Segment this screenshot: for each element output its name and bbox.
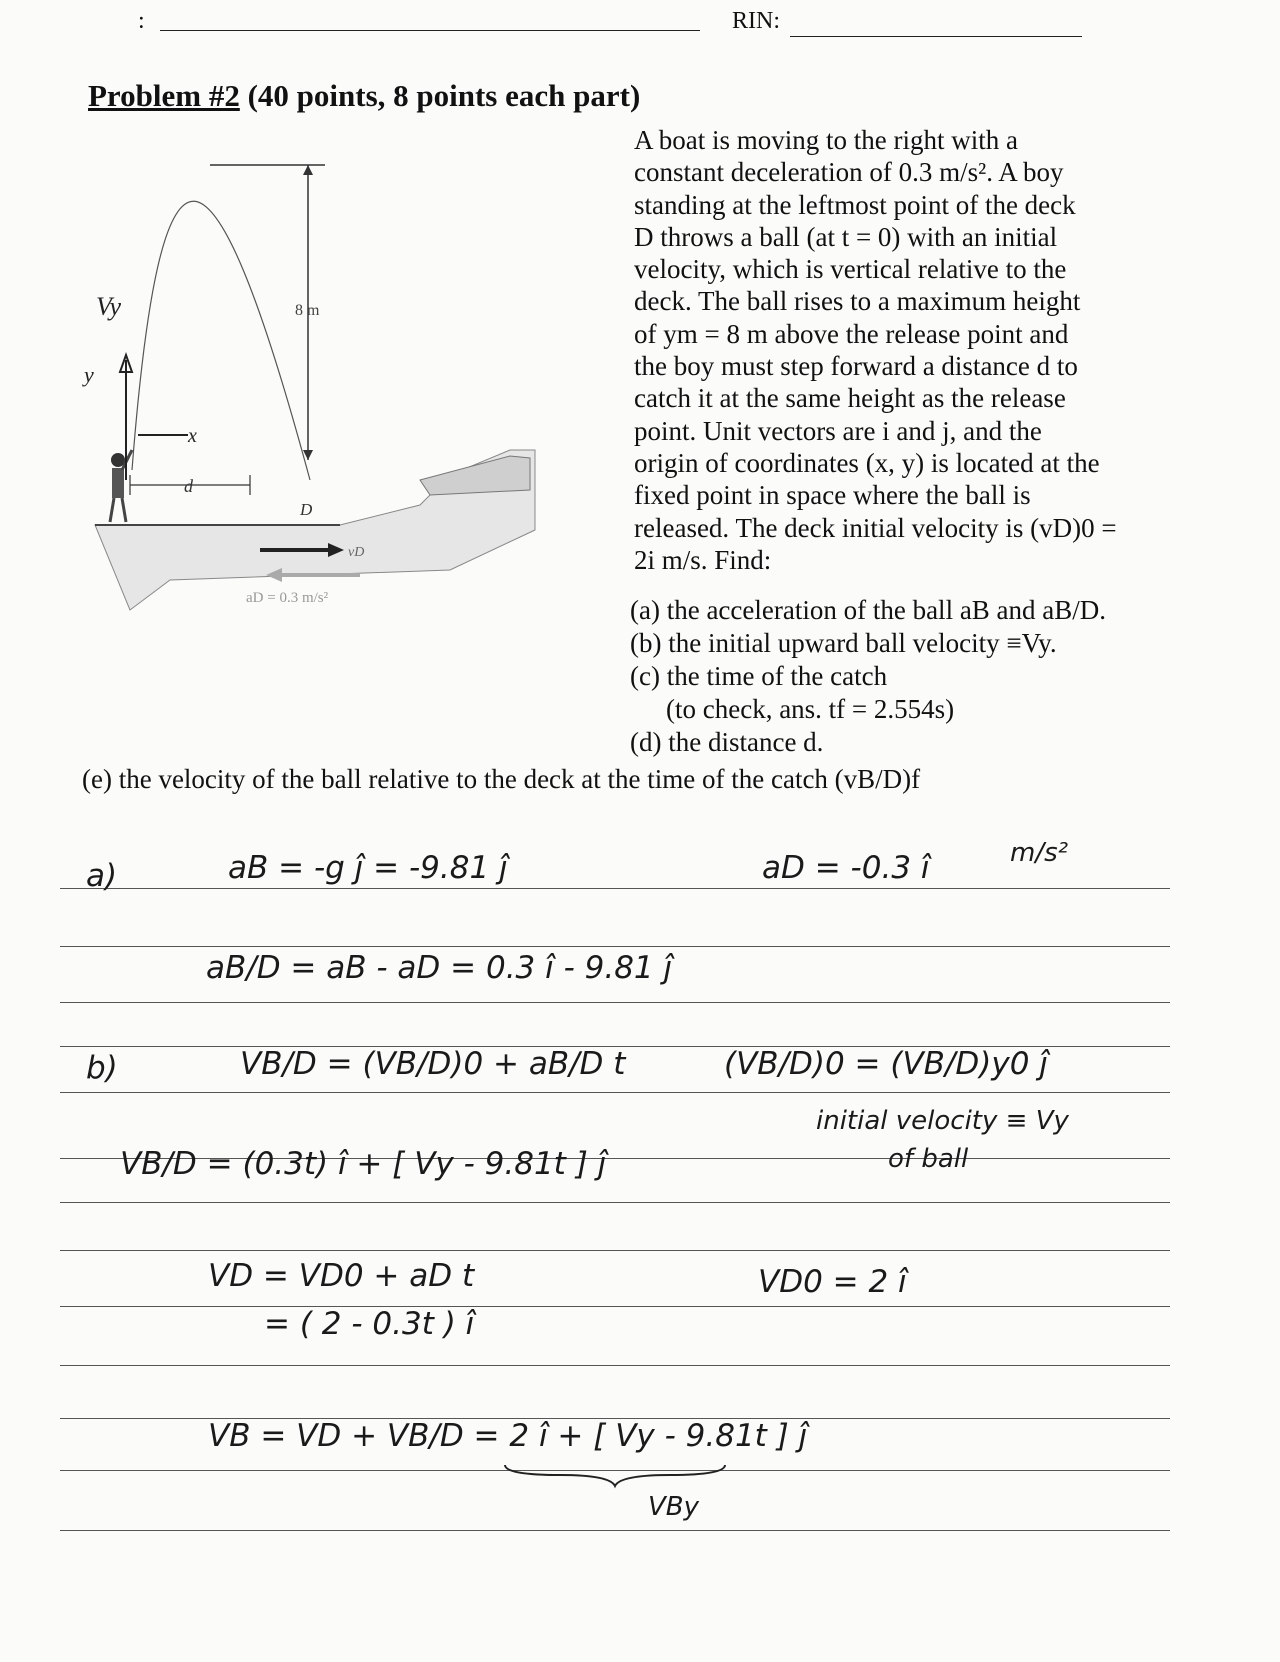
name-label: : [138, 8, 145, 34]
statement-line: constant deceleration of 0.3 m/s². A boy [634, 157, 1064, 188]
hw-vd-eq2: VD0 = 2 î [758, 1264, 907, 1300]
rule-line [60, 1002, 1170, 1003]
hw-vd-eq1b: = ( 2 - 0.3t ) î [264, 1306, 475, 1342]
hw-b-eq2: (VB/D)0 = (VB/D)y0 ĵ [724, 1046, 1048, 1082]
statement-line: released. The deck initial velocity is (vD)0 = [634, 512, 1117, 543]
height-label: 8 m [295, 302, 320, 319]
hw-b-eq1: VB/D = (VB/D)0 + aB/D t [240, 1046, 626, 1082]
hand-x-label: x [188, 425, 197, 447]
boat-figure [84, 150, 550, 620]
statement-line: of ym = 8 m above the release point and [634, 318, 1069, 349]
part-a: (a) the acceleration of the ball aB and aB/D. [630, 595, 1107, 625]
rin-label: RIN: [732, 8, 780, 34]
rule-line [60, 946, 1170, 947]
statement-line: 2i m/s. Find: [634, 544, 772, 575]
statement-line: standing at the leftmost point of the deck [634, 189, 1076, 220]
statement-line: A boat is moving to the right with a [634, 125, 1018, 155]
name-line [160, 30, 700, 31]
hand-vy-label: Vy [96, 292, 122, 321]
hw-underbrace [500, 1460, 730, 1490]
statement-line: velocity, which is vertical relative to the [634, 254, 1067, 285]
part-e: (e) the velocity of the ball relative to the deck at the time of the catch (vB/D)f [82, 764, 921, 794]
hw-a-eq3: aB/D = aB - aD = 0.3 î - 9.81 ĵ [206, 950, 673, 986]
velocity-label: vD [348, 545, 365, 560]
problem-statement [634, 124, 1154, 576]
rule-line [60, 888, 1170, 889]
part-c-check: (to check, ans. tf = 2.554s) [666, 694, 955, 724]
hw-a-eq1: aB = -g ĵ = -9.81 ĵ [228, 850, 508, 886]
rule-line [60, 1202, 1170, 1203]
hw-a-eq2: aD = -0.3 î [762, 850, 930, 886]
part-c: (c) the time of the catch [630, 661, 888, 691]
problem-number: Problem #2 [88, 78, 240, 113]
height-arrow-up [303, 165, 313, 175]
rule-line [60, 1530, 1170, 1531]
part-b: (b) the initial upward ball velocity ≡Vy. [630, 628, 1057, 658]
acceleration-label: aD = 0.3 m/s² [246, 590, 329, 606]
parts-list [630, 594, 1190, 759]
hw-part-b-label: b) [86, 1050, 118, 1086]
boat-cabin [420, 456, 530, 495]
rule-line [60, 1250, 1170, 1251]
rule-line [60, 1365, 1170, 1366]
deck-label: D [300, 500, 313, 519]
rule-line [60, 1306, 1170, 1307]
hw-b-eq3: VB/D = (0.3t) î + [ Vy - 9.81t ] ĵ [120, 1146, 607, 1182]
problem-points: (40 points, 8 points each part) [239, 78, 641, 113]
hw-a-units: m/s² [1010, 838, 1069, 868]
hw-b-note2: of ball [888, 1144, 969, 1174]
hw-b-note1: initial velocity ≡ Vy [816, 1106, 1069, 1136]
statement-line: deck. The ball rises to a maximum height [634, 286, 1081, 317]
part-d: (d) the distance d. [630, 727, 824, 757]
statement-line: fixed point in space where the ball is [634, 480, 1031, 511]
hand-y-label: y [84, 362, 94, 387]
rule-line [60, 1092, 1170, 1093]
hw-vb-sub: VBy [648, 1492, 700, 1522]
statement-line: catch it at the same height as the release [634, 383, 1066, 414]
rin-line [790, 36, 1082, 37]
statement-line: point. Unit vectors are i and j, and the [634, 415, 1042, 446]
hw-vb-eq: VB = VD + VB/D = 2 î + [ Vy - 9.81t ] ĵ [208, 1418, 808, 1454]
d-label: d [184, 476, 193, 496]
statement-line: the boy must step forward a distance d to [634, 351, 1078, 382]
hw-part-a-label: a) [86, 858, 118, 894]
ball-trajectory [132, 201, 310, 480]
statement-line: D throws a ball (at t = 0) with an initial [634, 221, 1058, 252]
statement-line: origin of coordinates (x, y) is located at the [634, 447, 1100, 478]
boy-body [112, 468, 124, 498]
problem-title [88, 78, 640, 114]
hw-vd-eq1: VD = VD0 + aD t [208, 1258, 475, 1294]
